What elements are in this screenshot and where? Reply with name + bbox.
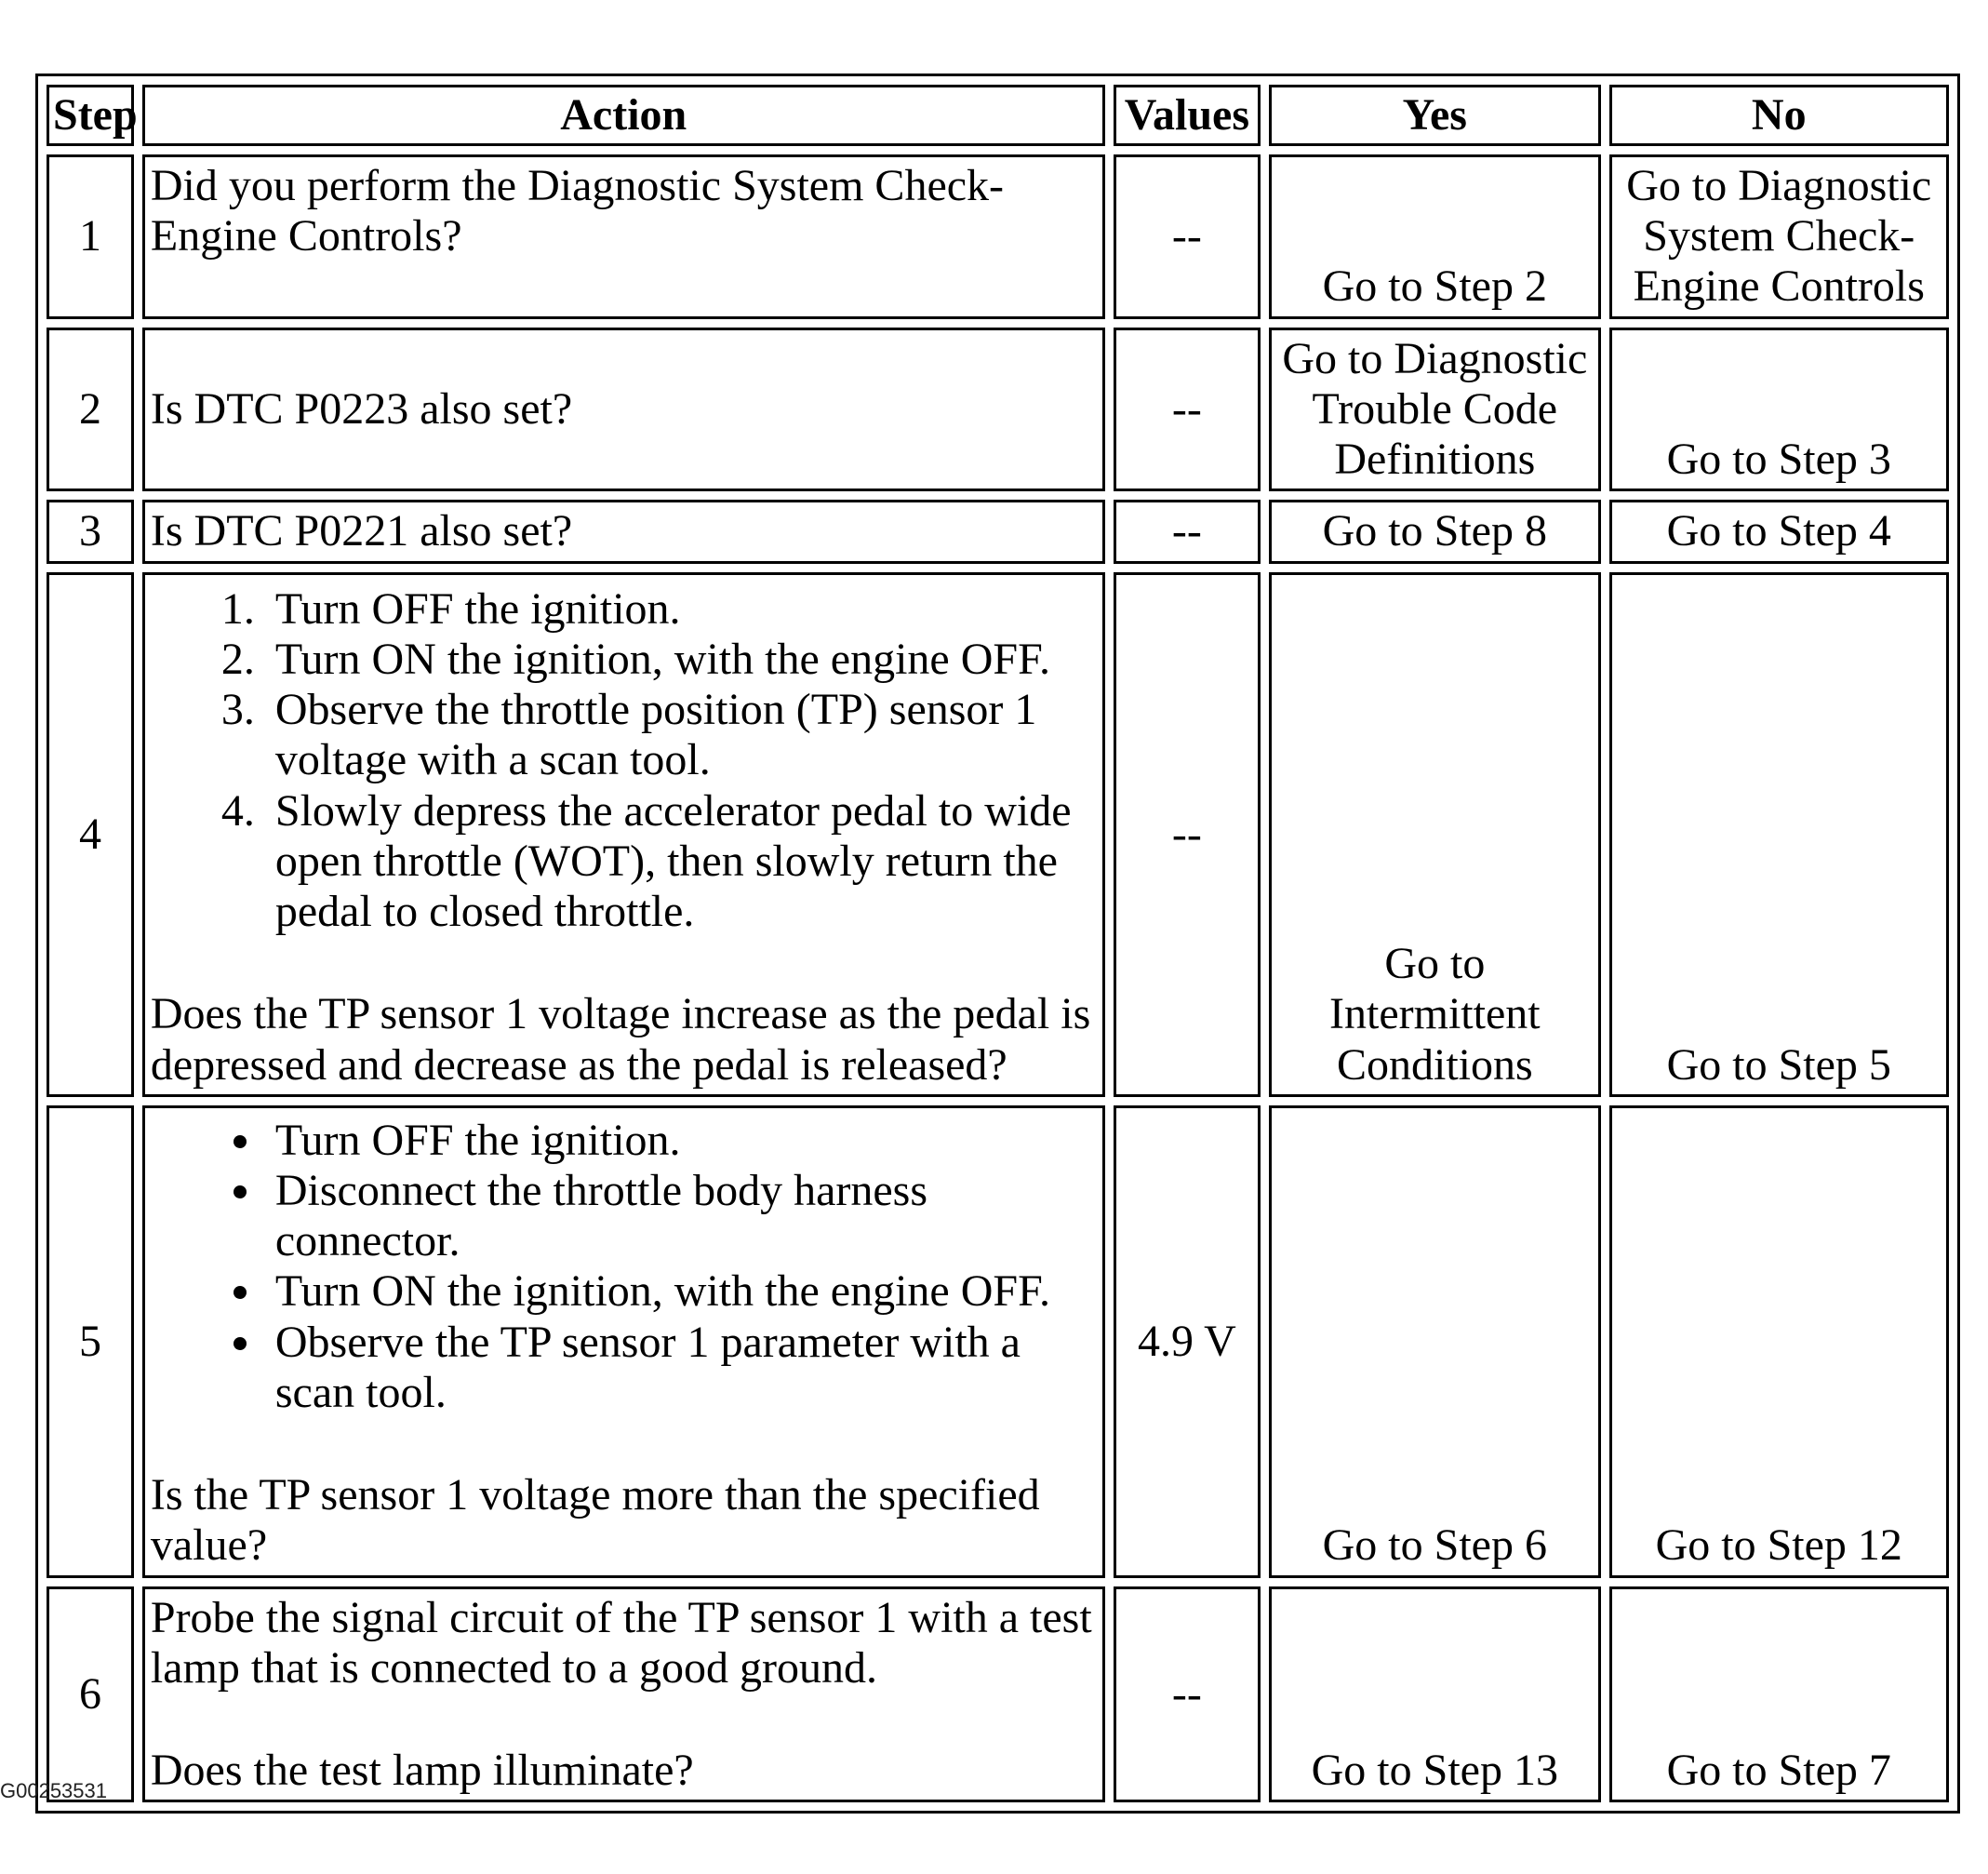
step-number: 1	[47, 154, 134, 319]
action-text: Probe the signal circuit of the TP sensor 1 with a test lamp that is connected to a good ground.	[150, 1592, 1092, 1693]
list-item: • Turn ON the ignition, with the engine OFF.	[266, 1266, 1097, 1317]
action-question: Does the test lamp illuminate?	[150, 1746, 694, 1796]
values-cell: --	[1114, 572, 1261, 1097]
table-row	[47, 328, 1949, 492]
list-item: 3. Observe the throttle position (TP) sensor 1 voltage with a scan tool.	[266, 685, 1097, 785]
values-cell: --	[1114, 1586, 1261, 1803]
yes-cell: Go to Step 6	[1269, 1105, 1600, 1578]
values-cell: --	[1114, 328, 1261, 492]
no-cell: Go to Diagnostic System Check-Engine Controls	[1609, 154, 1950, 319]
action-cell	[142, 328, 1105, 492]
values-cell: --	[1114, 154, 1261, 319]
no-cell: Go to Step 3	[1609, 328, 1950, 492]
no-cell: Go to Step 7	[1609, 1586, 1950, 1803]
action-bullets-list	[151, 1116, 1097, 1418]
yes-cell: Go to Intermittent Conditions	[1269, 572, 1600, 1097]
action-question: Is the TP sensor 1 voltage more than the specified value?	[150, 1470, 1040, 1571]
step-number: 6	[47, 1586, 134, 1803]
step-number: 5	[47, 1105, 134, 1578]
action-question: Does the TP sensor 1 voltage increase as the pedal is depressed and decrease as the pedal is released?	[150, 989, 1091, 1090]
values-cell: --	[1114, 500, 1261, 563]
action-steps-list	[151, 584, 1097, 938]
no-cell: Go to Step 12	[1609, 1105, 1950, 1578]
header-yes: Yes	[1269, 85, 1600, 146]
step-number: 4	[47, 572, 134, 1097]
table-row	[47, 154, 1949, 319]
action-text: Did you perform the Diagnostic System Check-Engine Controls?	[150, 161, 1005, 261]
table-row	[47, 1105, 1949, 1578]
figure-id-label: G00253531	[0, 1779, 107, 1802]
diagnostic-table	[35, 74, 1960, 1814]
values-cell: 4.9 V	[1114, 1105, 1261, 1578]
list-item: 1. Turn OFF the ignition.	[266, 584, 1097, 635]
action-cell	[142, 1105, 1105, 1578]
list-item: 4. Slowly depress the accelerator pedal to wide open throttle (WOT), then slowly return the pedal to closed throttle.	[266, 786, 1097, 938]
step-number: 3	[47, 500, 134, 563]
table-row	[47, 1586, 1949, 1803]
header-no: No	[1609, 85, 1950, 146]
header-values: Values	[1114, 85, 1261, 146]
no-cell: Go to Step 5	[1609, 572, 1950, 1097]
step-number: 2	[47, 328, 134, 492]
action-text: Is DTC P0223 also set?	[150, 383, 573, 434]
action-cell	[142, 1586, 1105, 1803]
table-row	[47, 500, 1949, 563]
list-item: • Turn OFF the ignition.	[266, 1116, 1097, 1166]
yes-cell: Go to Diagnostic Trouble Code Definitions	[1269, 328, 1600, 492]
header-step: Step	[47, 85, 134, 146]
header-action: Action	[142, 85, 1105, 146]
yes-cell: Go to Step 13	[1269, 1586, 1600, 1803]
action-text: Is DTC P0221 also set?	[150, 506, 573, 556]
action-cell	[142, 154, 1105, 319]
yes-cell: Go to Step 2	[1269, 154, 1600, 319]
list-item: • Disconnect the throttle body harness connector.	[266, 1166, 1097, 1266]
list-item: • Observe the TP sensor 1 parameter with a scan tool.	[266, 1318, 1097, 1418]
no-cell: Go to Step 4	[1609, 500, 1950, 563]
yes-cell: Go to Step 8	[1269, 500, 1600, 563]
action-cell	[142, 500, 1105, 563]
list-item: 2. Turn ON the ignition, with the engine OFF.	[266, 635, 1097, 685]
action-cell	[142, 572, 1105, 1097]
header-row	[47, 85, 1949, 146]
table-row	[47, 572, 1949, 1097]
